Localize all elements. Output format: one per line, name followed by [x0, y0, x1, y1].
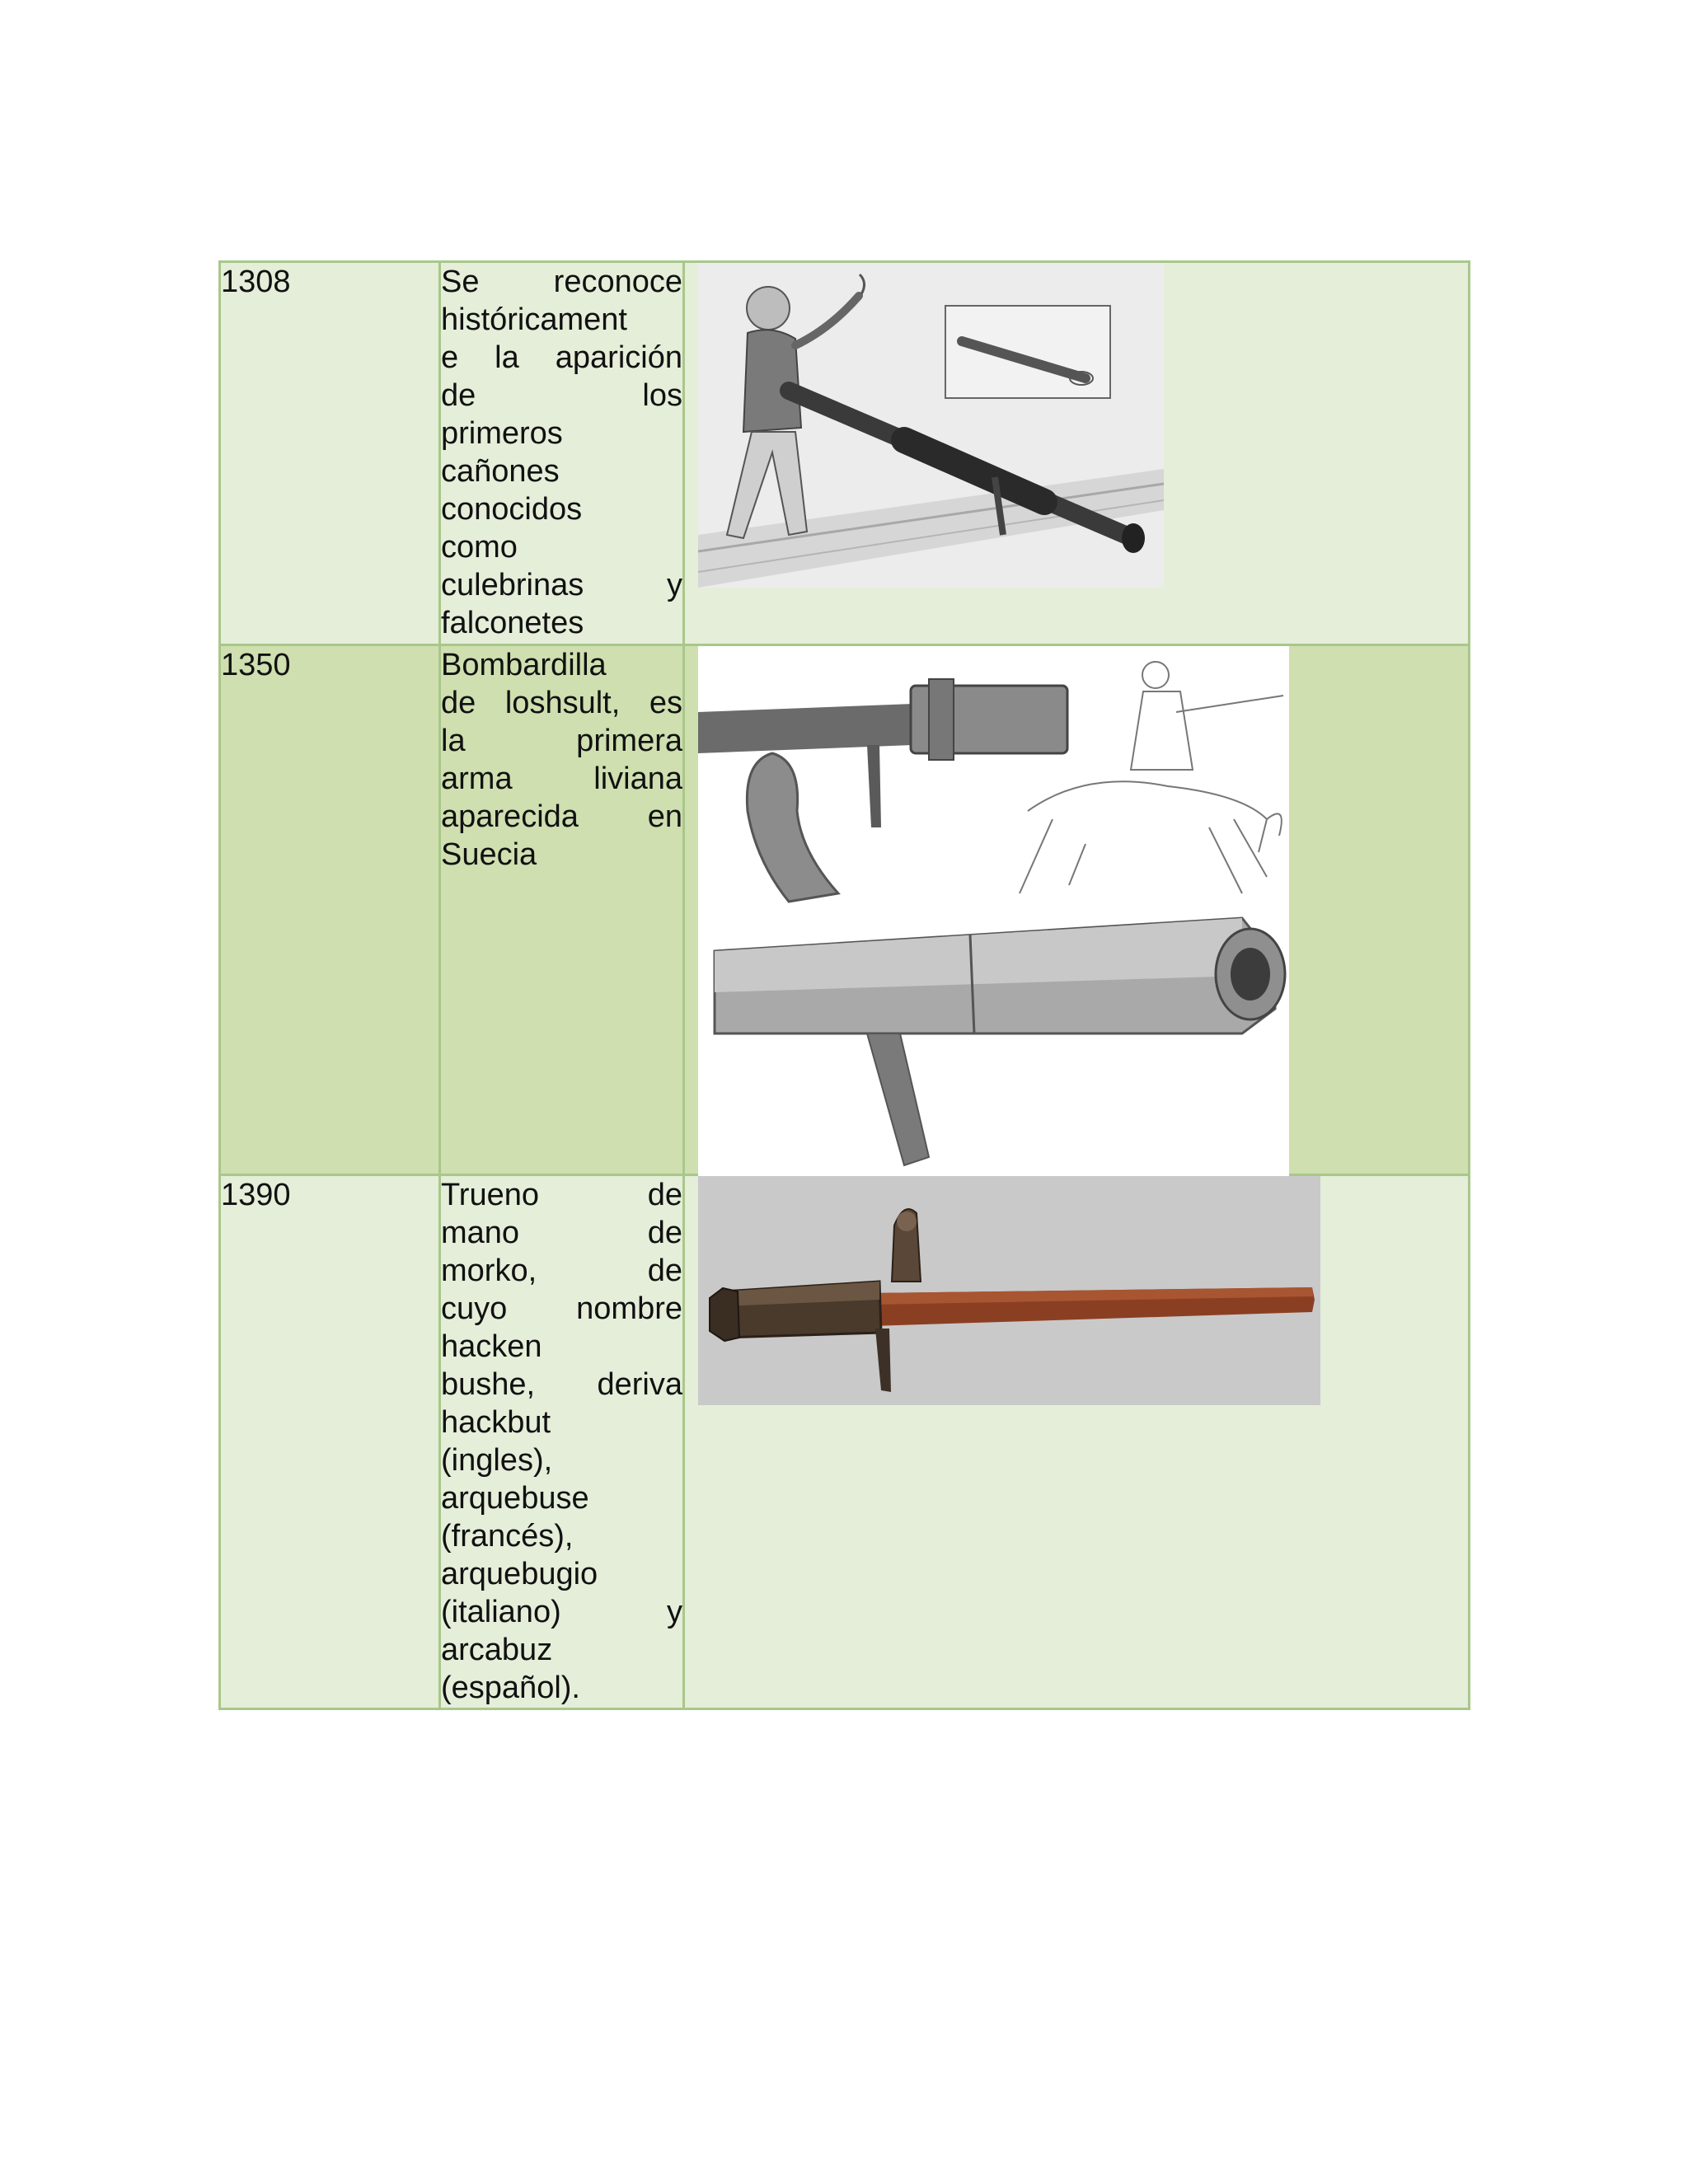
description-cell: Trueno de mano de morko, de cuyo nombre hacken bushe, deriva hackbut (ingles), arquebuse (francés), arquebugio (italiano) y arcabuz (español).	[440, 1175, 684, 1709]
description-cell: Bombardilla de loshsult, es la primera arma liviana aparecida en Suecia	[440, 645, 684, 1175]
timeline-table	[218, 260, 1470, 1710]
year-cell: 1308	[220, 262, 440, 645]
image-cell	[684, 1175, 1470, 1709]
year-cell: 1350	[220, 645, 440, 1175]
hand-cannon-and-rider-illustration-icon	[698, 646, 1289, 1176]
description-cell: Se reconoce históricament e la aparición de los primeros cañones conocidos como culebrinas y falconetes	[440, 262, 684, 645]
year-cell: 1390	[220, 1175, 440, 1709]
hand-cannon-photo-icon	[698, 1176, 1320, 1405]
image-cell	[684, 645, 1470, 1175]
cannon-operator-illustration-icon	[698, 263, 1164, 588]
table-row	[220, 1175, 1470, 1709]
image-cell	[684, 262, 1470, 645]
table-row	[220, 645, 1470, 1175]
table-row	[220, 262, 1470, 645]
